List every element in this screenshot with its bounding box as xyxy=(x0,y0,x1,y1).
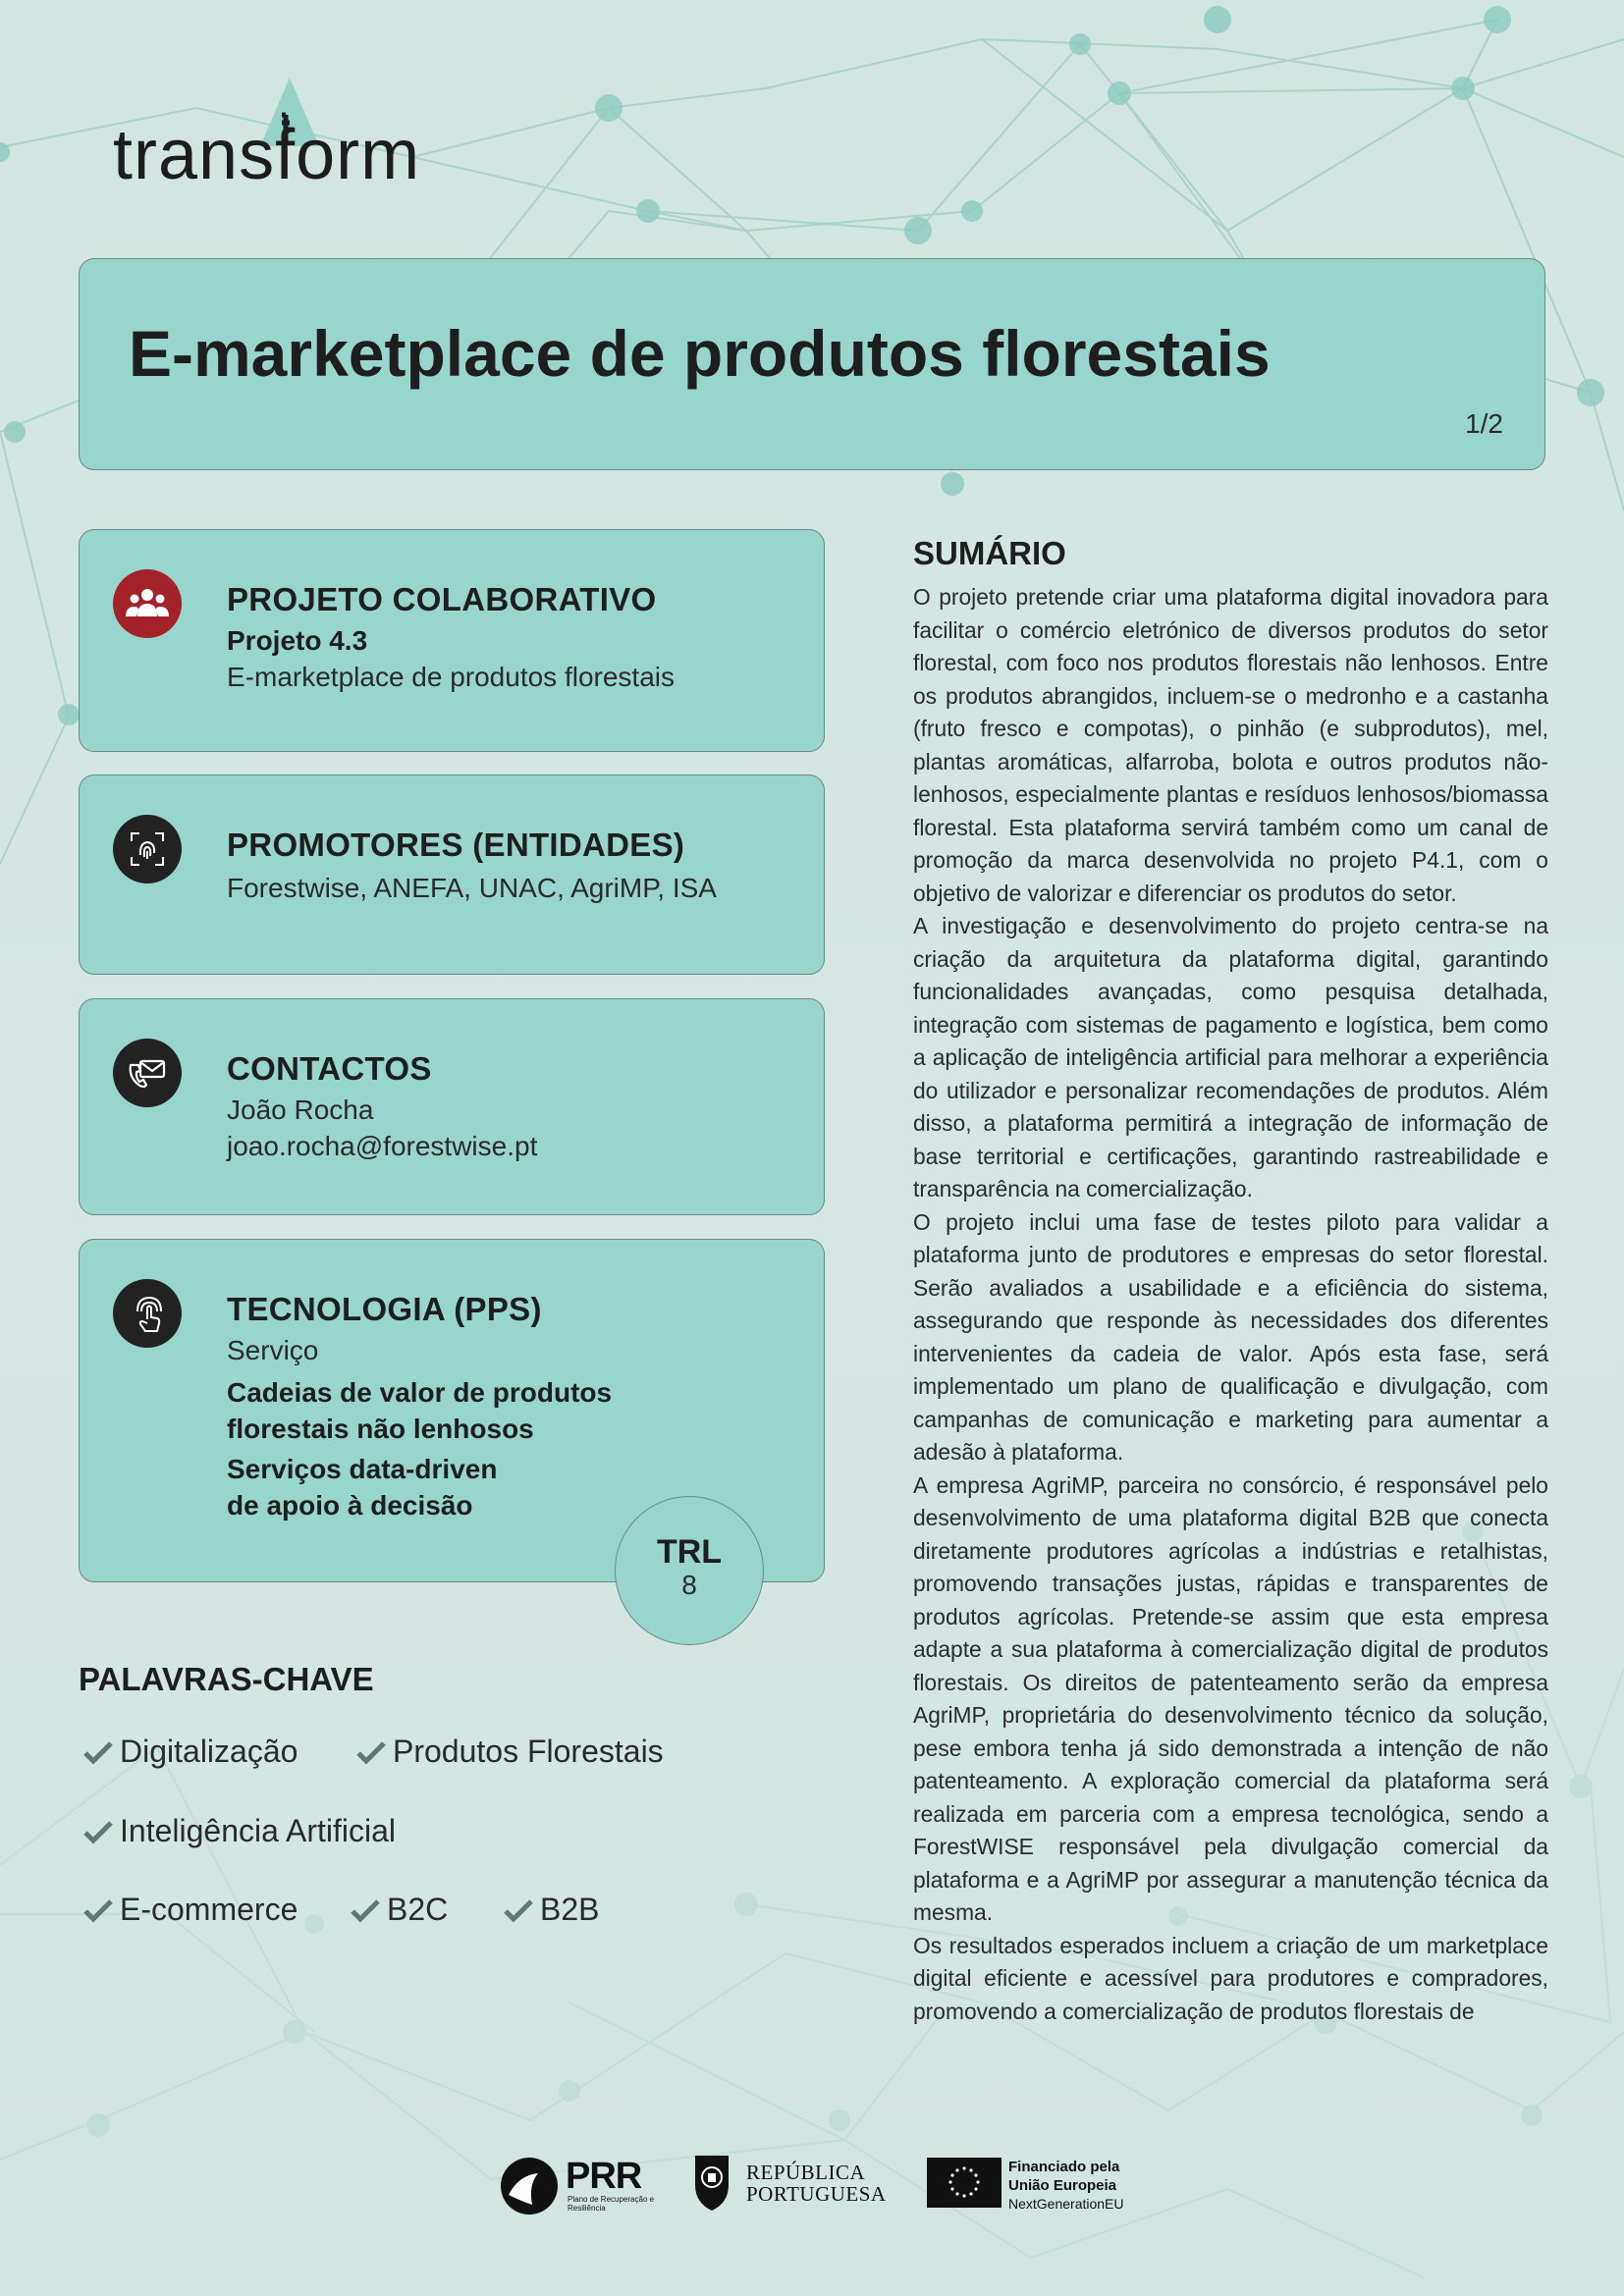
technology-item-line: florestais não lenhosos xyxy=(227,1414,534,1444)
card-promotores xyxy=(79,774,825,975)
check-icon xyxy=(350,1897,381,1923)
eu-flag-icon xyxy=(927,2158,1001,2208)
eu-line: Financiado pela xyxy=(1008,2159,1120,2175)
transform-logo xyxy=(113,74,421,194)
fingerprint-icon xyxy=(113,815,182,883)
check-icon xyxy=(82,1819,114,1844)
card-contactos xyxy=(79,998,825,1215)
contact-name: João Rocha xyxy=(227,1095,374,1125)
summary-paragraph: O projeto pretende criar uma plataforma digital inovadora para facilitar o comércio eletrónico de diversos produtos do setor florestal, com foco nos produtos florestais não lenhosos. Entre os produtos abrangidos, incluem-se o medronho e a castanha (fruto fresco e compotas), o pinhão (e subprodutos), mel, plantas aromáticas, alfarroba, bolota e outros produtos não-lenhosos, especialmente plantas e resíduos lenhosos/biomassa florestal. Esta plataforma servirá também como um canal de promoção da marca desenvolvida no projeto P4.1, com o objetivo de valorizar e diferenciar os produtos do setor. xyxy=(913,584,1548,906)
contact-handshake-icon xyxy=(113,1039,182,1107)
trl-value: 8 xyxy=(681,1570,697,1600)
keyword-item xyxy=(82,1892,298,1928)
keyword-item xyxy=(355,1734,664,1770)
keyword-label: Digitalização xyxy=(120,1734,298,1769)
technology-item-line: de apoio à decisão xyxy=(227,1490,473,1521)
funding-logos xyxy=(497,2150,1135,2220)
summary-paragraph: A empresa AgriMP, parceira no consórcio, é responsável pelo desenvolvimento de uma plataforma digital B2B que conecta diretamente produtores agrícolas a indústrias e retalhistas, promovendo transações justas, rápidas e transparentes de produtos agrícolas. Pretende-se assim que esta empresa adapte a sua plataforma à comercialização digital de produtos florestais. Os direitos de patenteamento serão da empresa AgriMP, proprietária do desenvolvimento técnico da solução, pese embora tenha já sido demonstrada a intenção de não patenteamento. A exploração comercial da plataforma será realizada em parceria com a empresa tecnológica, sendo a ForestWISE responsável pela divulgação comercial da plataforma e a AgriMP por assegurar a manutenção técnica da mesma. xyxy=(913,1471,1548,1925)
keyword-item xyxy=(503,1892,599,1928)
keyword-label: Inteligência Artificial xyxy=(120,1813,397,1848)
summary-text xyxy=(913,581,1548,2028)
keywords-title: PALAVRAS-CHAVE xyxy=(79,1661,374,1697)
republica-line: PORTUGUESA xyxy=(746,2182,887,2206)
summary-paragraph: Os resultados esperados incluem a criação de um marketplace digital eficiente e acessível para produtores e compradores, promovendo a comercialização de produtos florestais de xyxy=(913,1932,1548,2024)
trl-label: TRL xyxy=(656,1533,723,1571)
republica-line: REPÚBLICA xyxy=(746,2161,866,2184)
touch-tech-icon xyxy=(113,1279,182,1348)
technology-item-line: Cadeias de valor de produtos xyxy=(227,1377,613,1408)
check-icon xyxy=(82,1897,114,1923)
keyword-item xyxy=(82,1734,298,1770)
keyword-label: B2B xyxy=(540,1892,600,1927)
prr-logo-icon xyxy=(499,2156,560,2216)
promoters-list: Forestwise, ANEFA, UNAC, AgriMP, ISA xyxy=(227,873,717,903)
summary-title: SUMÁRIO xyxy=(913,535,1066,571)
keyword-item xyxy=(350,1892,448,1928)
card-projeto-colaborativo xyxy=(79,529,825,752)
eu-line: União Europeia xyxy=(1008,2177,1117,2194)
keyword-label: Produtos Florestais xyxy=(393,1734,664,1769)
logo-text: transform xyxy=(113,116,421,194)
project-number: Projeto 4.3 xyxy=(227,625,368,656)
card-heading: TECNOLOGIA (PPS) xyxy=(227,1291,542,1327)
technology-item-line: Serviços data-driven xyxy=(227,1454,498,1484)
contact-email[interactable]: joao.rocha@forestwise.pt xyxy=(227,1131,538,1161)
card-heading: CONTACTOS xyxy=(227,1050,432,1087)
republica-portuguesa-text xyxy=(746,2162,887,2205)
summary-paragraph: A investigação e desenvolvimento do projeto centra-se na criação da arquitetura da plataforma digital, garantindo funcionalidades avançadas, como pesquisa detalhada, integração com sistemas de pagamento e logística, bem como a aplicação de inteligência artificial para melhorar a experiência do utilizador e personalizar recomendações de produtos. Além disso, a plataforma permitirá a integração de informação de base territorial e certificações, garantindo rastreabilidade e transparência na comercialização. xyxy=(913,913,1548,1201)
page-title: E-marketplace de produtos florestais xyxy=(129,317,1271,390)
prr-title: PRR xyxy=(566,2156,642,2197)
people-group-icon xyxy=(113,569,182,638)
eu-funding-text xyxy=(1008,2158,1124,2213)
prr-subtitle: Plano de Recuperação e Resiliência xyxy=(568,2195,655,2213)
republica-emblem-icon xyxy=(689,2152,734,2215)
check-icon xyxy=(355,1739,387,1765)
trl-badge xyxy=(615,1496,764,1645)
check-icon xyxy=(82,1739,114,1765)
card-heading: PROJETO COLABORATIVO xyxy=(227,581,657,617)
keyword-item xyxy=(82,1813,396,1849)
technology-type: Serviço xyxy=(227,1335,319,1365)
page-indicator: 1/2 xyxy=(1465,408,1503,439)
keyword-label: B2C xyxy=(387,1892,449,1927)
eu-line: NextGenerationEU xyxy=(1008,2196,1124,2212)
keyword-label: E-commerce xyxy=(120,1892,298,1927)
summary-paragraph: O projeto inclui uma fase de testes piloto para validar a plataforma junto de produtores e empresas do setor florestal. Serão avaliados a usabilidade e a eficiência do sistema, assegurando que responde às necessidades dos diferentes intervenientes da cadeia de valor. Após esta fase, será implementado um plano de qualificação e divulgação, com campanhas de comunicação e marketing para aumentar a adesão à plataforma. xyxy=(913,1208,1548,1465)
title-banner xyxy=(79,258,1545,470)
check-icon xyxy=(503,1897,534,1923)
project-name: E-marketplace de produtos florestais xyxy=(227,662,675,692)
card-heading: PROMOTORES (ENTIDADES) xyxy=(227,827,685,863)
